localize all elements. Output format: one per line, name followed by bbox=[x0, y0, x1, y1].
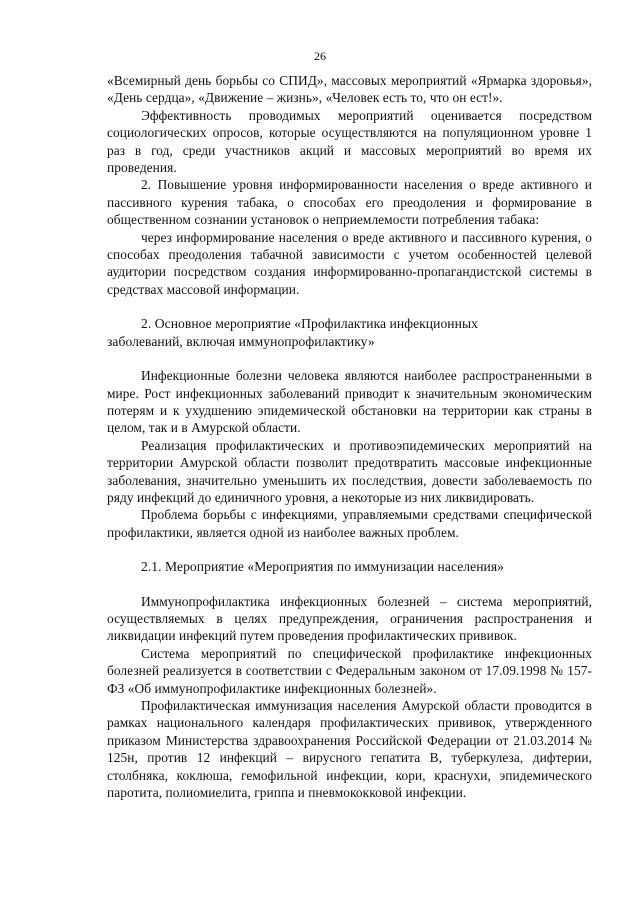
paragraph-7: Проблема борьбы с инфекциями, управляемыми средствами специфической профилактики, является одной из наиболее важных проблем. bbox=[107, 507, 592, 540]
section-heading-2 bbox=[107, 315, 592, 350]
paragraph-5: Инфекционные болезни человека являются наиболее распространенными в мире. Рост инфекционных заболеваний приводит к значительным экономическим потерям и к ухудшению эпидемической обстановки на территории как страны в целом, так и в Амурской области. bbox=[107, 368, 592, 436]
section-heading-2-line2: заболеваний, включая иммунопрофилактику» bbox=[107, 333, 375, 349]
paragraph-2: Эффективность проводимых мероприятий оценивается посредством социологических опросов, которые осуществляются на популяционном уровне 1 раз в год, среди участников акций и массовых мероприятий во время их проведения. bbox=[107, 107, 592, 176]
paragraph-8: Иммунопрофилактика инфекционных болезней – система мероприятий, осуществляемых в целях предупреждения, ограничения распространения и ликвидации инфекций путем проведения профилактических прививок. bbox=[107, 593, 592, 644]
paragraph-4: через информирование населения о вреде активного и пассивного курения, о способах преодоления табачной зависимости с учетом особенностей целевой аудитории посредством создания информированно-пропагандистской системы в средствах массовой информации. bbox=[107, 229, 592, 297]
page-number: 26 bbox=[314, 49, 326, 63]
paragraph-9: Система мероприятий по специфической профилактике инфекционных болезней реализуется в соответствии с Федеральным законом от 17.09.1998 № 157-ФЗ «Об иммунопрофилактике инфекционных болезней». bbox=[107, 645, 592, 696]
paragraph-10: Профилактическая иммунизация населения Амурской области проводится в рамках национального календаря профилактических прививок, утвержденного приказом Министерства здравоохранения Российской Федерации от 21.03.2014 № 125н, против 12 инфекций – вирусного гепатита В, туберкулеза, дифтерии, столбняка, коклюша, гемофильной инфекции, кори, краснухи, эпидемического паротита, полиомиелита, гриппа и пневмококковой инфекции. bbox=[107, 698, 592, 801]
section-heading-2-line1: 2. Основное мероприятие «Профилактика инфекционных bbox=[141, 316, 478, 332]
section-heading-2-1: 2.1. Мероприятие «Мероприятия по иммунизации населения» bbox=[141, 559, 504, 575]
document-body bbox=[107, 72, 592, 801]
paragraph-3: 2. Повышение уровня информированности населения о вреде активного и пассивного курения табака, о способах его преодоления и формирование в общественном сознании установок о неприемлемости потребления табака: bbox=[107, 177, 592, 228]
paragraph-1: «Всемирный день борьбы со СПИД», массовых мероприятий «Ярмарка здоровья», «День сердца», «Движение – жизнь», «Человек есть то, что он ест!». bbox=[107, 73, 592, 106]
paragraph-6: Реализация профилактических и противоэпидемических мероприятий на территории Амурской области позволит предотвратить массовые инфекционные заболевания, значительно уменьшить их последствия, довести заболеваемость по ряду инфекций до единичного уровня, а некоторые из них ликвидировать. bbox=[107, 437, 592, 505]
